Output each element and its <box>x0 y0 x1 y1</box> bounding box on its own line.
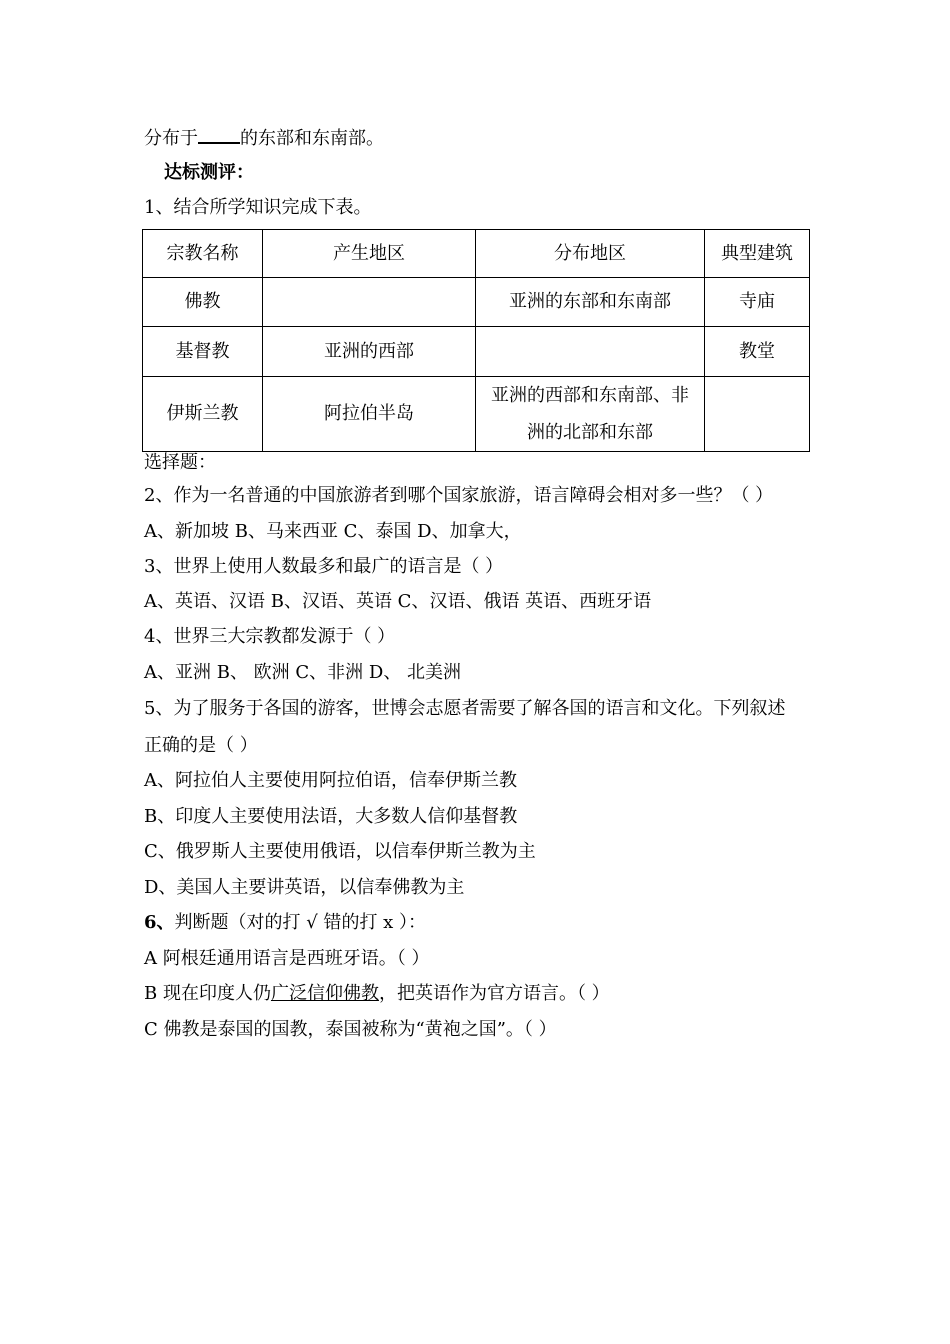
fill-blank[interactable] <box>198 124 240 144</box>
intro-prefix: 分布于 <box>144 128 198 149</box>
table-cell: 亚洲的东部和东南部 <box>476 278 705 327</box>
q6-b-underlined: 广泛信仰佛教 <box>270 983 379 1004</box>
table-cell-empty[interactable] <box>263 278 476 327</box>
q6-b-prefix: B 现在印度人仍 <box>144 983 271 1004</box>
q3-options: A、英语、汉语 B、汉语、英语 C、汉语、俄语 英语、西班牙语 <box>144 591 652 612</box>
table-cell: 佛教 <box>143 278 263 327</box>
q2-options: A、新加坡 B、马来西亚 C、泰国 D、加拿大， <box>144 521 522 542</box>
table-cell: 伊斯兰教 <box>143 377 263 452</box>
religion-table <box>142 229 810 452</box>
q5-prompt: 5、为了服务于各国的游客，世博会志愿者需要了解各国的语言和文化。下列叙述 <box>144 698 786 719</box>
choice-heading: 选择题： <box>144 452 216 473</box>
header-cell: 产生地区 <box>263 230 476 278</box>
table-cell-empty[interactable] <box>476 327 705 377</box>
q6-item-b <box>144 982 610 1006</box>
q6-prompt: 判断题（对的打 √ 错的打 x ）： <box>174 912 427 933</box>
table-header-row <box>143 230 810 278</box>
table-row <box>143 278 810 327</box>
table-cell: 教堂 <box>705 327 810 377</box>
q5-option-c: C、俄罗斯人主要使用俄语，以信奉伊斯兰教为主 <box>144 841 536 862</box>
q1-prompt: 1、结合所学知识完成下表。 <box>144 197 372 218</box>
table-cell: 阿拉伯半岛 <box>263 377 476 452</box>
section-heading: 达标测评： <box>164 162 254 183</box>
cell-line: 亚洲的西部和东南部、非 <box>491 385 689 406</box>
q4-options: A、亚洲 B、 欧洲 C、非洲 D、 北美洲 <box>144 662 462 683</box>
cell-line: 洲的北部和东部 <box>527 422 653 443</box>
q6-prompt-line <box>144 911 426 935</box>
table-cell: 基督教 <box>143 327 263 377</box>
q3-prompt: 3、世界上使用人数最多和最广的语言是（ ） <box>144 556 504 577</box>
header-cell: 分布地区 <box>476 230 705 278</box>
table-cell-empty[interactable] <box>705 377 810 452</box>
q5-option-d: D、美国人主要讲英语，以信奉佛教为主 <box>144 877 465 898</box>
table-row <box>143 377 810 452</box>
table-cell: 寺庙 <box>705 278 810 327</box>
q5-option-b: B、印度人主要使用法语，大多数人信仰基督教 <box>144 806 518 827</box>
table-row <box>143 327 810 377</box>
table-cell <box>476 377 705 452</box>
q6-item-a: A 阿根廷通用语言是西班牙语。（ ） <box>144 948 430 969</box>
q5-prompt-cont: 正确的是（ ） <box>144 735 258 756</box>
header-cell: 宗教名称 <box>143 230 263 278</box>
table-cell: 亚洲的西部 <box>263 327 476 377</box>
q6-b-suffix: ，把英语作为官方语言。（ ） <box>378 983 610 1004</box>
q2-prompt: 2、作为一名普通的中国旅游者到哪个国家旅游，语言障碍会相对多一些？（ ） <box>144 485 774 506</box>
intro-suffix: 的东部和东南部。 <box>240 128 384 149</box>
q4-prompt: 4、世界三大宗教都发源于（ ） <box>144 626 396 647</box>
q6-item-c: C 佛教是泰国的国教，泰国被称为“黄袍之国”。（ ） <box>144 1019 557 1040</box>
q5-option-a: A、阿拉伯人主要使用阿拉伯语，信奉伊斯兰教 <box>144 770 517 791</box>
intro-line <box>144 124 384 151</box>
header-cell: 典型建筑 <box>705 230 810 278</box>
q6-number: 6、 <box>144 912 175 933</box>
